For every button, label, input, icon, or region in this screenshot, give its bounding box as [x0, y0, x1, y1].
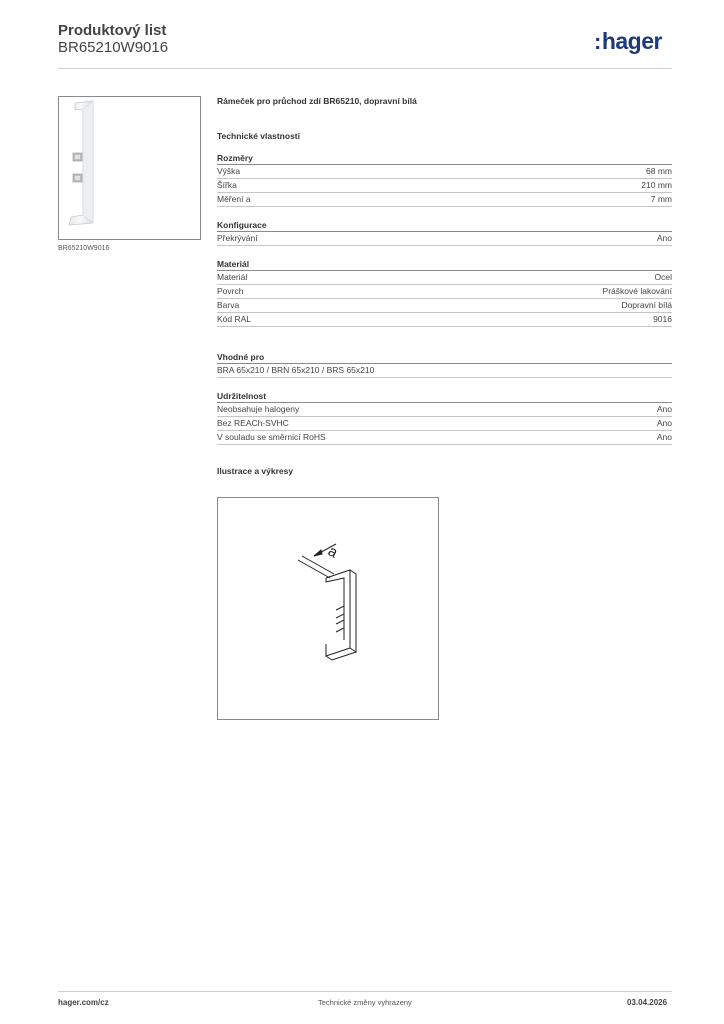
- section-title: Vhodné pro: [217, 351, 672, 364]
- section-dimensions: [217, 152, 672, 207]
- spec-label: Šířka: [217, 180, 237, 190]
- logo-dots-icon: :: [594, 29, 601, 54]
- spec-value: Práškové lakování: [602, 286, 672, 296]
- spec-value: 68 mm: [646, 166, 672, 176]
- spec-label: Povrch: [217, 286, 244, 296]
- spec-label: Výška: [217, 166, 241, 176]
- logo-text: hager: [601, 28, 662, 54]
- spec-value: Ano: [656, 432, 672, 442]
- spec-label: Neobsahuje halogeny: [217, 404, 300, 414]
- spec-value: 7 mm: [650, 194, 672, 204]
- spec-label: V souladu se směrnicí RoHS: [217, 432, 326, 442]
- section-title: Rozměry: [217, 152, 672, 165]
- spec-label: Překrývání: [217, 233, 258, 243]
- section-suitable-for: [217, 351, 672, 378]
- spec-row: [217, 417, 672, 431]
- spec-row: [217, 431, 672, 445]
- spec-row: [217, 165, 672, 179]
- product-image: [58, 96, 201, 240]
- spec-value: Ocel: [654, 272, 672, 282]
- spec-value: Ano: [656, 233, 672, 243]
- spec-row: [217, 179, 672, 193]
- section-sustainability: [217, 390, 672, 445]
- spec-row: [217, 313, 672, 327]
- section-material: [217, 258, 672, 327]
- specifications: [217, 96, 672, 479]
- footer-website-link[interactable]: hager.com/cz: [58, 998, 109, 1007]
- spec-value: 210 mm: [641, 180, 672, 190]
- spec-row: [217, 285, 672, 299]
- spec-row: [217, 364, 672, 378]
- product-image-caption: BR65210W9016: [58, 245, 110, 252]
- spec-row: [217, 193, 672, 207]
- spec-row: [217, 232, 672, 246]
- header-divider: [58, 68, 672, 69]
- spec-row: [217, 403, 672, 417]
- spec-value: Ano: [656, 418, 672, 428]
- spec-label: Bez REACh-SVHC: [217, 418, 289, 428]
- frame-dimension-drawing-icon: [218, 498, 438, 719]
- spec-row: [217, 271, 672, 285]
- spec-label: Materiál: [217, 272, 248, 282]
- spec-value: Dopravní bílá: [621, 300, 672, 310]
- product-name: Rámeček pro průchod zdí BR65210, dopravní bílá: [217, 96, 417, 106]
- dimension-label: a: [325, 542, 341, 562]
- technical-drawing: [217, 497, 439, 720]
- section-title: Materiál: [217, 258, 672, 271]
- technical-properties-title: Technické vlastnosti: [217, 131, 300, 141]
- footer-note: Technické změny vyhrazeny: [318, 998, 412, 1007]
- spec-label: Kód RAL: [217, 314, 252, 324]
- spec-label: Měření a: [217, 194, 251, 204]
- wall-frame-image-icon: [59, 97, 200, 239]
- spec-label: BRA 65x210 / BRN 65x210 / BRS 65x210: [217, 365, 375, 375]
- page-title: Produktový list: [58, 22, 167, 39]
- footer-date: 03.04.2026: [627, 998, 668, 1007]
- spec-value: 9016: [653, 314, 672, 324]
- spec-label: Barva: [217, 300, 240, 310]
- hager-logo: [594, 28, 662, 55]
- product-code: BR65210W9016: [58, 39, 169, 56]
- section-title: Konfigurace: [217, 219, 672, 232]
- section-title: Udržitelnost: [217, 390, 672, 403]
- footer-divider: [58, 991, 672, 992]
- spec-row: [217, 299, 672, 313]
- section-configuration: [217, 219, 672, 246]
- illustrations-title: Ilustrace a výkresy: [217, 466, 294, 476]
- spec-value: Ano: [656, 404, 672, 414]
